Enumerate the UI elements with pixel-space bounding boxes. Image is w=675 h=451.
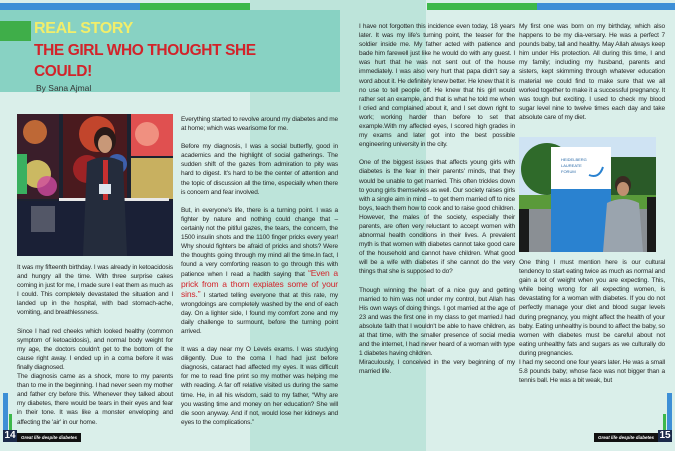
paragraph <box>181 206 338 336</box>
paragraph: One thing I must mention here is our cultural tendency to start eating twice as much as normal and gain a lot of weight when you are expecting. This, while being wrong for all expecting women, is devastating for a woman with diabetes. If you do not perfectly manage your diet and blood sugar levels during pregnancy, you might affect the health of your baby. Eating unhealthy is bound to affect the baby, so women with diabetes must be careful about not eating unhealthy fats and sugars as we culturally do during pregnancies. <box>519 259 665 357</box>
page-number-right: 15 <box>659 430 671 441</box>
article-title: THE GIRL WHO THOUGHT SHE COULD! <box>34 42 256 80</box>
sign-text: HEIDELBERG <box>561 157 587 162</box>
footer-bar-blue-right <box>667 393 672 430</box>
paragraph: I have not forgotten this incidence even today, 18 years later. It was my life's turning point, the teaser for the soldier inside me. My father acted with patience and bade him farewell just like he would do with any guest. I was hurt that he was not sent out of the house immediately. I was also very hurt that papa didn't say a word about it. He definitely knew better. He knew that it is no use to tell people off. He knew that his girl would rather set an example, and that is what he told me when I cried and complained about it, and I set down right to work; working harder than before to set that example.With my affected eyes, I scored high grades in my exams and later got into the best possible engineering university in the city. <box>359 23 515 149</box>
paragraph: The diagnosis came as a shock, more to my parents than to me in the beginning. I had never seen my mother and father cry before this. Whenever they talked about my diabetes, there would be tears in their eyes and fear in their tone. It was like a monster enveloping and affecting the 'air' in our home. <box>17 373 173 426</box>
top-bar-green-left <box>140 3 250 10</box>
footer-tagline-left: Great life despite diabetes <box>17 433 81 442</box>
forum-photo-illustration <box>519 137 656 252</box>
article-column-1 <box>17 263 173 436</box>
article-column-4-continued <box>519 258 665 394</box>
hadith-quote: “Even a prick from a thorn expiates some of your sins.” <box>181 268 338 299</box>
footer-bar-blue-left <box>3 393 8 430</box>
footer-bar-green-right <box>663 414 666 430</box>
paragraph: Though winning the heart of a nice guy and getting married to him was not under my control, but Allah has His own ways of doing things. I got married at the age of 23 and was the first one in my class to get married.I had absolute faith that I wouldn't be able to have children, as at that time, with the smaller presence of social media and the internet, I had never heard of a woman with type 1 diabetes having children. <box>359 286 515 358</box>
paragraph-text: But, in everyone's life, there is a turning point. I was a fighter by nature and nothing could change that – certainly not the pitiful gazes, the tears, the concern, the 1500 insulin shots and the 1100 finger pricks every year! Why should fighters be afraid of pricks and shots? Were the thoughts going through my mind all the time.In fact, I found a very comforting reason to go through this with patience when I read a hadith saying that <box>181 206 338 279</box>
header-banner <box>0 10 340 92</box>
paragraph: Everything started to revolve around my diabetes and me at home; which was wearisome for me. <box>181 116 338 133</box>
right-photo <box>519 137 656 252</box>
paragraph: It was a day near my O Levels exams. I was studying diligently. Due to the coma I had had just before diagnosis, cataract had affected my eyes. It was difficult for me to read fine print so my mother was helping me with reading. A far off relative visited us during the same time. He, in all his wisdom, said to my father, “Why are you wasting time and money on her education? She will die soon anyway. And if not, would lose her kidneys and eyes to the complications.” <box>181 346 338 426</box>
top-bar-blue-right <box>537 3 675 10</box>
svg-text:FORUM: FORUM <box>561 169 576 174</box>
svg-text:LAUREATE: LAUREATE <box>561 163 582 168</box>
top-bar-blue-left <box>0 3 140 10</box>
paragraph: Before my diagnosis, I was a social butterfly, good in academics and the highlight of social gatherings. The sudden shift of the gazes from admiration to pity was hard to digest. It's hard to be the center of attention and the topic of discussion all the time, especially when there is concern and fear involved. <box>181 143 338 196</box>
paragraph-text: I started telling everyone that at this rate, my wrongdoings are completely washed by the end of each day. On a lighter side, I found my comfort zone and my daily challenge to surmount, before the turning point arrived. <box>181 291 338 335</box>
paragraph: Since I had red cheeks which looked healthy (common symptom of ketoacidosis), and normal body weight for my age, the doctors couldn't get to the bottom of the cause right away. I ended up in a coma before it was finally diagnosed. <box>17 327 173 371</box>
paragraph: It was my fifteenth birthday. I was already in ketoacidosis and hungry all the time. With three surprise cakes coming in just for me, I made sure I eat them as much as I could. This completely devastated the situation and I landed up in the hospital, with bad stomach-ache, vomiting, and breathlessness. <box>17 264 173 317</box>
header-accent-tab <box>0 21 31 41</box>
paragraph: Miraculously, I conceived in the very beginning of my married life. <box>359 359 515 376</box>
paragraph: I had my second one four years later. He was a small 5.8 pounds baby; whose face was not bigger than a tennis ball. He was a bit weak, but <box>519 359 665 385</box>
section-kicker: REAL STORY <box>34 20 133 37</box>
paragraph: My first one was born on my birthday, which also happens to be my dia-versary. He was a perfect 7 pounds baby, tall and healthy. May Allah always keep him under His protection. All during this time, I and my family; including my husband, parents and sisters, kept skimming through whatever education material we could find to make sure that we all worked together to make it a successful pregnancy. It was tough but exciting. I used to check my blood sugar level nine to twelve times each day and take absolute care of my diet. <box>519 23 665 121</box>
page-number-left: 14 <box>4 430 16 441</box>
footer-bar-green-left <box>9 414 12 430</box>
article-column-3 <box>359 22 515 385</box>
article-column-4 <box>519 22 665 131</box>
top-bar-green-right <box>427 3 537 10</box>
paragraph: One of the biggest issues that affects young girls with diabetes is the fear in their parents' minds, that they would be unable to get married. This often trickles down to young girls themselves as well. Our society raises girls with a single aim in mind – to get them married off to nice boys, teach them how to cook and to raise good children. However, the males of the society, especially their parents, are often very reluctant to accept women with abnormal health conditions in their lives. A prevalent myth is that women with diabetes cannot take good care of the household and cannot have children. What good will be a wife with diabetes if she cannot do the very things that she is supposed to do? <box>359 159 516 276</box>
article-column-2 <box>181 115 338 436</box>
nebula-poster-illustration <box>17 114 173 256</box>
byline: By Sana Ajmal <box>36 83 92 93</box>
left-photo <box>17 114 173 256</box>
footer-tagline-right: Great life despite diabetes <box>594 433 658 442</box>
